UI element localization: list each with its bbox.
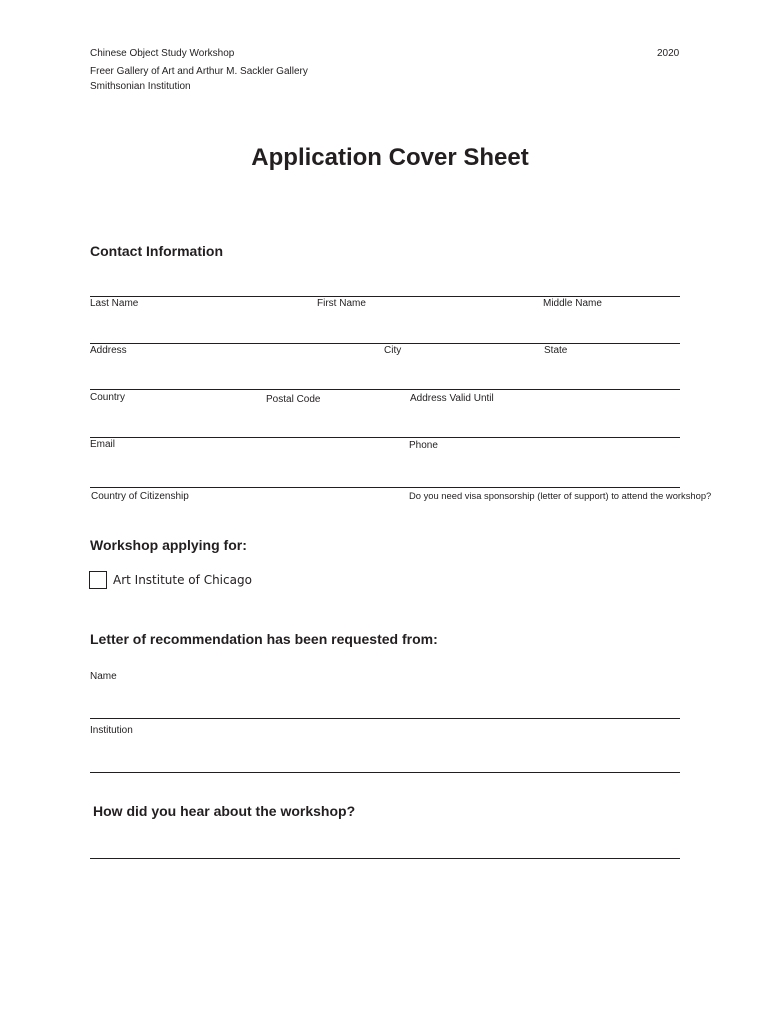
recommendation-section-heading: Letter of recommendation has been requested from: — [90, 631, 438, 647]
citizenship-row-input[interactable] — [90, 464, 680, 486]
country-row-input[interactable] — [90, 366, 680, 388]
name-row-rule — [90, 296, 680, 297]
art-institute-option-label: Art Institute of Chicago — [113, 573, 252, 587]
recommender-institution-input[interactable] — [90, 749, 680, 771]
address-row-rule — [90, 343, 680, 344]
email-row-rule — [90, 437, 680, 438]
address-row-input[interactable] — [90, 320, 680, 342]
header-institution-name: Smithsonian Institution — [90, 81, 191, 92]
visa-question-label: Do you need visa sponsorship (letter of support) to attend the workshop? — [409, 490, 712, 501]
citizenship-label: Country of Citizenship — [91, 491, 189, 502]
workshop-section-heading: Workshop applying for: — [90, 537, 247, 553]
recommender-name-input[interactable] — [90, 695, 680, 717]
recommender-institution-label: Institution — [90, 725, 133, 736]
header-gallery-name: Freer Gallery of Art and Arthur M. Sackler Gallery — [90, 66, 308, 77]
name-row-input[interactable] — [90, 273, 680, 295]
art-institute-checkbox[interactable] — [89, 571, 107, 589]
recommender-name-rule — [90, 718, 680, 719]
city-label: City — [384, 345, 402, 356]
first-name-label: First Name — [317, 298, 366, 309]
recommender-name-label: Name — [90, 671, 117, 682]
header-year: 2020 — [657, 48, 680, 59]
header-program-name: Chinese Object Study Workshop — [90, 48, 235, 59]
state-label: State — [544, 345, 568, 356]
email-row-input[interactable] — [90, 414, 680, 436]
middle-name-label: Middle Name — [543, 298, 602, 309]
last-name-label: Last Name — [90, 298, 139, 309]
address-valid-until-label: Address Valid Until — [410, 393, 494, 404]
hear-about-rule — [90, 858, 680, 859]
phone-label: Phone — [409, 440, 438, 451]
hear-about-input[interactable] — [90, 835, 680, 857]
address-label: Address — [90, 345, 127, 356]
postal-code-label: Postal Code — [266, 394, 321, 405]
citizenship-row-rule — [90, 487, 680, 488]
recommender-institution-rule — [90, 772, 680, 773]
country-row-rule — [90, 389, 680, 390]
email-label: Email — [90, 439, 116, 450]
country-label: Country — [90, 392, 126, 403]
contact-section-heading: Contact Information — [90, 243, 223, 259]
hear-section-heading: How did you hear about the workshop? — [93, 803, 356, 819]
page-title: Application Cover Sheet — [251, 144, 529, 171]
